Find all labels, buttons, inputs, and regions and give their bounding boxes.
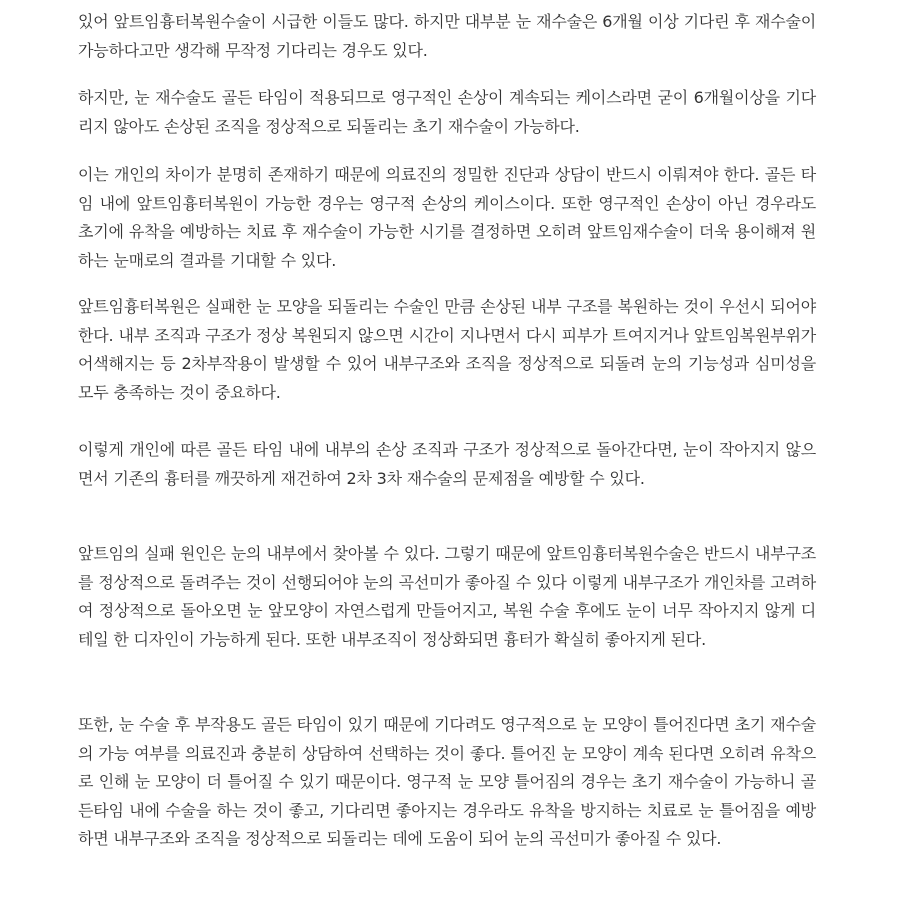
- article-paragraph: 이렇게 개인에 따른 골든 타임 내에 내부의 손상 조직과 구조가 정상적으로 돌아간다면, 눈이 작아지지 않으면서 기존의 흉터를 깨끗하게 재건하여 2차 3차 재수술의 문제점을 예방할 수 있다.: [78, 440, 816, 488]
- article-paragraph: 하지만, 눈 재수술도 골든 타임이 적용되므로 영구적인 손상이 계속되는 케이스라면 굳이 6개월이상을 기다리지 않아도 손상된 조직을 정상적으로 되돌리는 초기 재수술이 가능하다.: [78, 88, 816, 136]
- article-paragraph: 앞트임흉터복원은 실패한 눈 모양을 되돌리는 수술인 만큼 손상된 내부 구조를 복원하는 것이 우선시 되어야 한다. 내부 조직과 구조가 정상 복원되지 않으면 시간이 지나면서 다시 피부가 트여지거나 앞트임복원부위가 어색해지는 등 2차부작용이 발생할 수 있어 내부구조와 조직을 정상적으로 되돌려 눈의 기능성과 심미성을 모두 충족하는 것이 중요하다.: [78, 297, 816, 402]
- article-paragraph: 또한, 눈 수술 후 부작용도 골든 타임이 있기 때문에 기다려도 영구적으로 눈 모양이 틀어진다면 초기 재수술의 가능 여부를 의료진과 충분히 상담하여 선택하는 것이 좋다. 틀어진 눈 모양이 계속 된다면 오히려 유착으로 인해 눈 모양이 더 틀어질 수 있기 때문이다. 영구적 눈 모양 틀어짐의 경우는 초기 재수술이 가능하니 골든타임 내에 수술을 하는 것이 좋고, 기다리면 좋아지는 경우라도 유착을 방지하는 치료로 눈 틀어짐을 예방하면 내부구조와 조직을 정상적으로 되돌리는 데에 도움이 되어 눈의 곡선미가 좋아질 수 있다.: [78, 715, 816, 849]
- article-paragraph: 이는 개인의 차이가 분명히 존재하기 때문에 의료진의 정밀한 진단과 상담이 반드시 이뤄져야 한다. 골든 타임 내에 앞트임흉터복원이 가능한 경우는 영구적 손상의 케이스이다. 또한 영구적인 손상이 아닌 경우라도 초기에 유착을 예방하는 치료 후 재수술이 가능한 시기를 결정하면 오히려 앞트임재수술이 더욱 용이해져 원하는 눈매로의 결과를 기대할 수 있다.: [78, 165, 816, 270]
- article-paragraph: 있어 앞트임흉터복원수술이 시급한 이들도 많다. 하지만 대부분 눈 재수술은 6개월 이상 기다린 후 재수술이 가능하다고만 생각해 무작정 기다리는 경우도 있다.: [78, 12, 816, 60]
- article-paragraph: 앞트임의 실패 원인은 눈의 내부에서 찾아볼 수 있다. 그렇기 때문에 앞트임흉터복원수술은 반드시 내부구조를 정상적으로 돌려주는 것이 선행되어야 눈의 곡선미가 좋아질 수 있다 이렇게 내부구조가 개인차를 고려하여 정상적으로 돌아오면 눈 앞모양이 자연스럽게 만들어지고, 복원 수술 후에도 눈이 너무 작아지지 않게 디테일 한 디자인이 가능하게 된다. 또한 내부조직이 정상화되면 흉터가 확실히 좋아지게 된다.: [78, 544, 816, 649]
